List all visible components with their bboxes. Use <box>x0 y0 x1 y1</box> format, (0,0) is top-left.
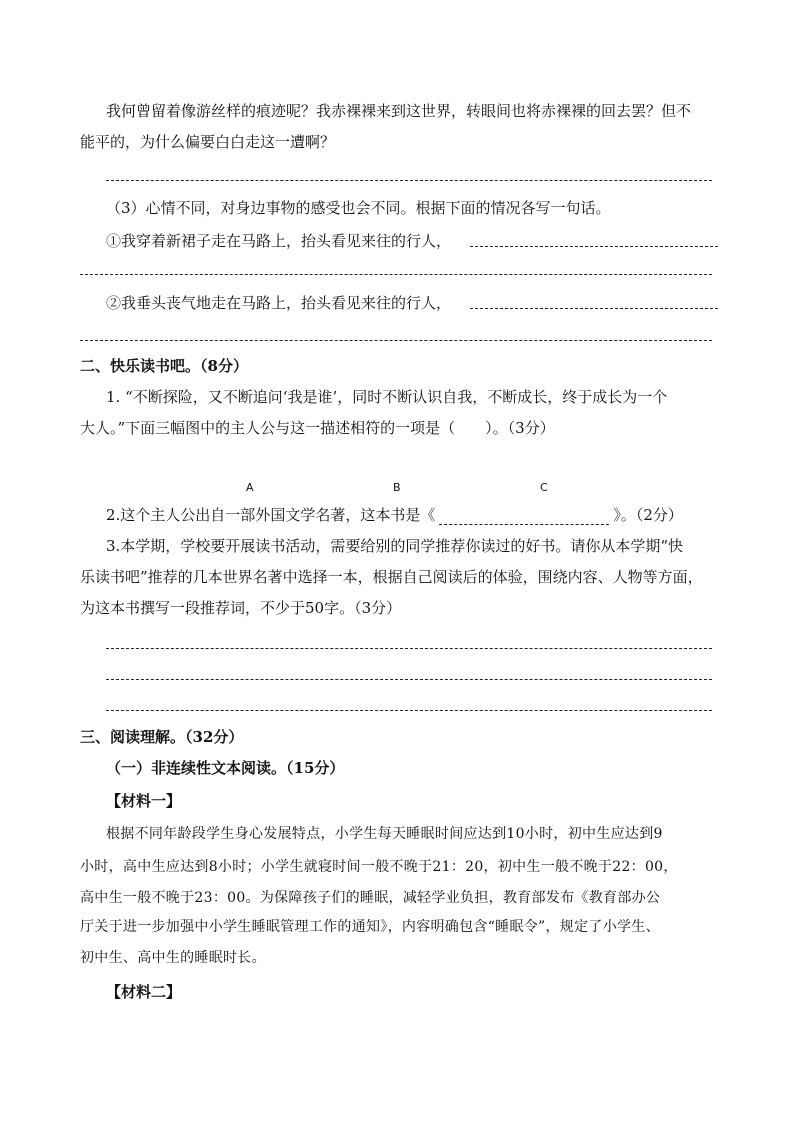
answer-blank[interactable] <box>106 180 712 181</box>
material-1-line: 根据不同年龄段学生身心发展特点，小学生每天睡眠时间应达到10小时，初中生应达到9 <box>106 826 663 842</box>
section-2-q1-line-2: 大人。”下面三幅图中的主人公与这一描述相符的一项是（ ）。（3分） <box>80 419 555 437</box>
answer-blank[interactable] <box>106 648 712 649</box>
question-3-text: （3）心情不同，对身边事物的感受也会不同。根据下面的情况各写一句话。 <box>106 199 611 217</box>
material-1-line: 初中生、高中生的睡眠时长。 <box>80 950 266 966</box>
quote-line-2: 能平的，为什么偏要白白走这一遭啊？ <box>80 133 336 151</box>
section-2-q1-line-1: 1. “不断探险，又不断追问‘我是谁’，同时不断认识自我，不断成长，终于成长为一个 <box>106 388 668 406</box>
answer-blank[interactable] <box>470 246 718 247</box>
answer-blank[interactable] <box>80 274 712 275</box>
book-title-blank[interactable] <box>439 510 609 525</box>
option-a-label: A <box>246 481 254 494</box>
section-3-heading: 三、阅读理解。（32分） <box>80 728 244 746</box>
section-2-q3-line-2: 乐读书吧”推荐的几本世界名著中选择一本，根据自己阅读后的体验，围绕内容、人物等方面， <box>80 568 703 586</box>
section-2-q2 <box>106 505 683 525</box>
material-2-title: 【材料二】 <box>106 983 182 1001</box>
answer-blank[interactable] <box>470 308 718 309</box>
answer-blank[interactable] <box>80 340 712 341</box>
material-1-line: 厅关于进一步加强中小学生睡眠管理工作的通知》，内容明确包含“睡眠令”，规定了小学生、 <box>80 919 660 935</box>
material-1-line: 小时，高中生应达到8小时；小学生就寝时间一般不晚于21：20，初中生一般不晚于22：00， <box>80 859 678 875</box>
material-1-title: 【材料一】 <box>106 792 182 810</box>
section-3-sub-heading: （一）非连续性文本阅读。（15分） <box>106 759 345 777</box>
q2-suffix: 》。（2分） <box>613 506 683 524</box>
option-b-label: B <box>393 481 401 494</box>
question-3-item-2: ②我垂头丧气地走在马路上，抬头看见来往的行人， <box>106 294 452 312</box>
material-1-line: 高中生一般不晚于23：00。为保障孩子们的睡眠，减轻学业负担，教育部发布《教育部办公 <box>80 890 661 906</box>
option-c-label: C <box>540 481 548 494</box>
q2-prefix: 2.这个主人公出自一部外国文学名著，这本书是《 <box>106 506 436 524</box>
section-2-q3-line-1: 3.本学期，学校要开展读书活动，需要给别的同学推荐你读过的好书。请你从本学期“快 <box>106 537 683 555</box>
section-2-q3-line-3: 为这本书撰写一段推荐词，不少于50字。（3分） <box>80 599 402 617</box>
quote-line-1: 我何曾留着像游丝样的痕迹呢？我赤裸裸来到这世界，转眼间也将赤裸裸的回去罢？但不 <box>106 102 692 120</box>
answer-blank[interactable] <box>106 679 712 680</box>
answer-blank[interactable] <box>106 710 712 711</box>
section-2-heading: 二、快乐读书吧。（8分） <box>80 357 248 375</box>
question-3-item-1: ①我穿着新裙子走在马路上，抬头看见来往的行人， <box>106 232 452 250</box>
